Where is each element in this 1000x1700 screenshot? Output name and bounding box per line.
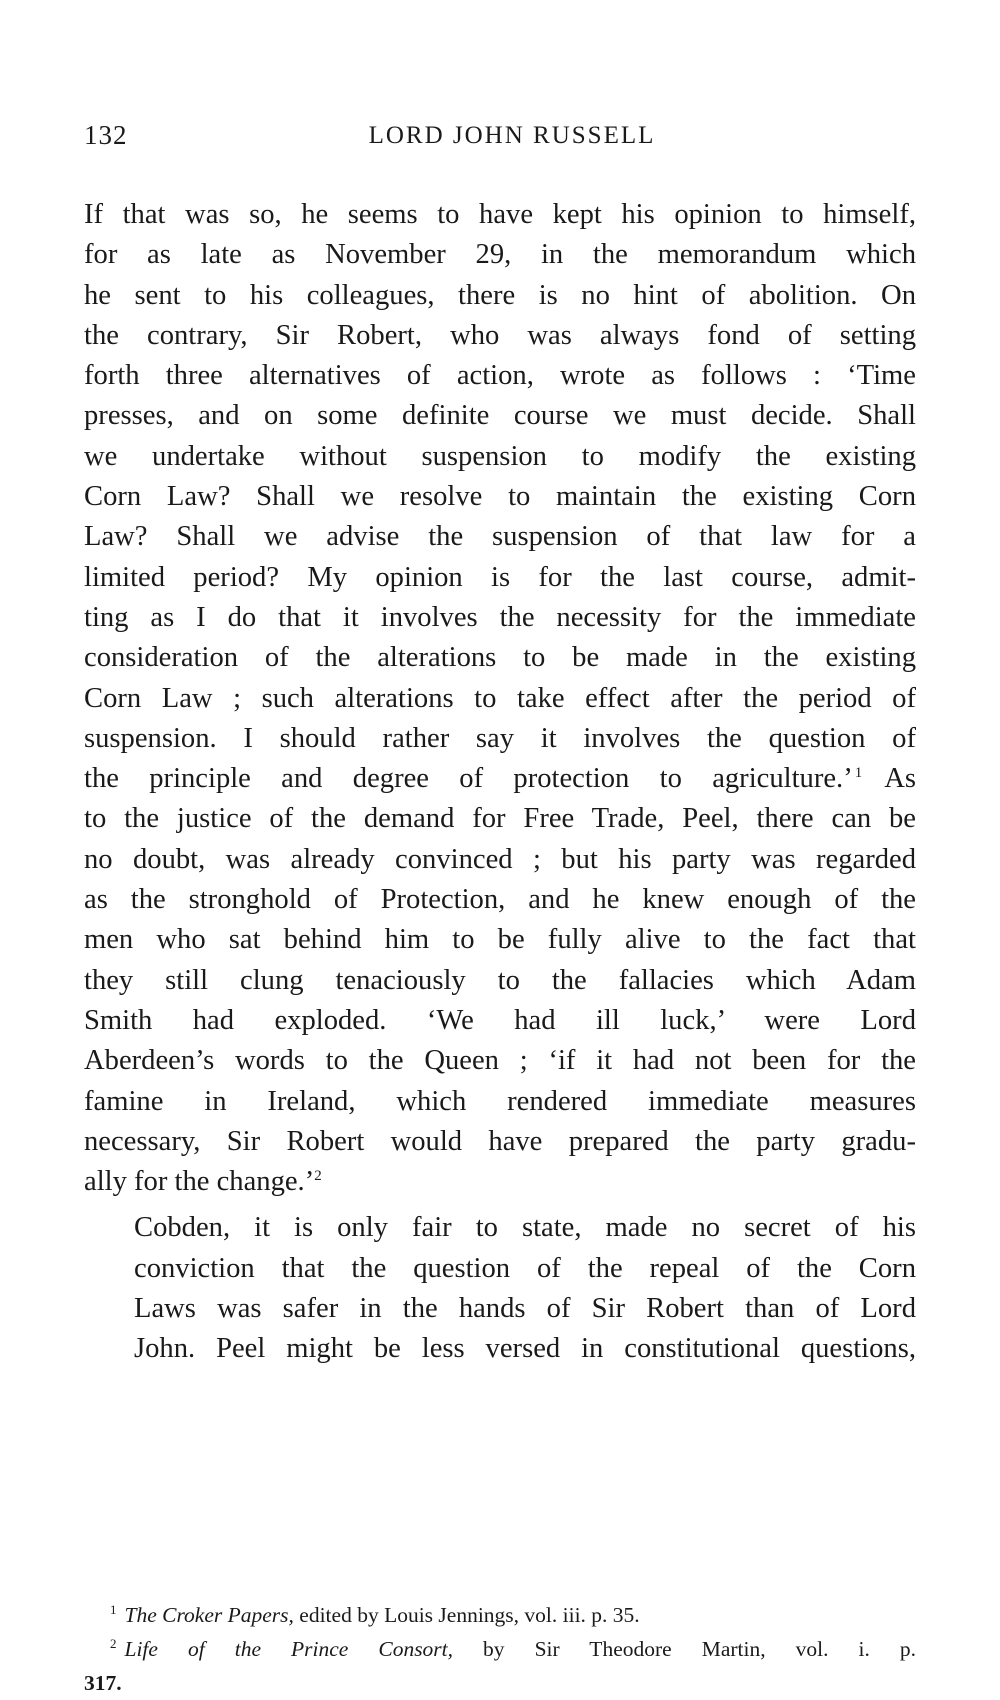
footnote-title: Life of the Prince Consort, <box>124 1637 454 1661</box>
footnote-ref-1[interactable]: 1 <box>854 765 863 782</box>
footnote-mark: 2 <box>110 1636 117 1651</box>
running-head <box>84 120 920 160</box>
text-line: forth three alternatives of action, wrote as follows : ‘Time <box>84 360 916 392</box>
text-fragment: the principle and degree of protection to agriculture.’ <box>84 763 853 795</box>
text-line: Smith had exploded. ‘We had ill luck,’ were Lord <box>84 1004 916 1036</box>
text-line: to the justice of the demand for Free Trade, Peel, there can be <box>84 803 916 835</box>
text-line: the contrary, Sir Robert, who was always fond of setting <box>84 319 916 351</box>
text-line: he sent to his colleagues, there is no hint of abolition. On <box>84 279 916 311</box>
text-line: If that was so, he seems to have kept his opinion to himself, <box>84 199 916 230</box>
text-line-with-footnote-ref <box>84 1162 916 1202</box>
paragraph-2 <box>84 1208 916 1369</box>
footnote-mark: 1 <box>110 1602 117 1617</box>
footnote-ref-2[interactable]: 2 <box>314 1168 322 1185</box>
text-line: ting as I do that it involves the necessity for the immediate <box>84 601 916 633</box>
text-line: suspension. I should rather say it involves the question of <box>84 722 916 754</box>
text-line: Corn Law? Shall we resolve to maintain the existing Corn <box>84 481 916 513</box>
text-line: presses, and on some definite course we must decide. Shall <box>84 400 916 432</box>
text-line: men who sat behind him to be fully alive to the fact that <box>84 924 916 956</box>
text-line: as the stronghold of Protection, and he knew enough of the <box>84 884 916 916</box>
text-line: for as late as November 29, in the memorandum which <box>84 239 916 271</box>
text-fragment: ally for the change.’ <box>84 1166 315 1198</box>
text-line: Laws was safer in the hands of Sir Robert than of Lord <box>134 1293 916 1325</box>
text-line: Aberdeen’s words to the Queen ; ‘if it had not been for the <box>84 1045 916 1077</box>
paragraph-1 <box>84 195 916 1202</box>
text-line: consideration of the alterations to be made in the existing <box>84 642 916 674</box>
text-line: we undertake without suspension to modify the existing <box>84 440 916 472</box>
text-line: necessary, Sir Robert would have prepared the party gradu- <box>84 1125 916 1157</box>
footnote-title: The Croker Papers, <box>124 1603 294 1627</box>
footnote-2-continuation: 317. <box>84 1671 122 1695</box>
text-line: no doubt, was already convinced ; but his party was regarded <box>84 843 916 875</box>
footnote-2 <box>84 1632 916 1666</box>
page-number: 132 <box>84 120 128 150</box>
footnote-text: edited by Louis Jennings, vol. iii. p. 35. <box>293 1603 640 1627</box>
text-line: Cobden, it is only fair to state, made no secret of his <box>134 1212 916 1244</box>
text-fragment: As <box>884 763 916 795</box>
text-line: limited period? My opinion is for the last course, admit- <box>84 561 916 593</box>
text-line: famine in Ireland, which rendered immediate measures <box>84 1085 916 1117</box>
footnote-1 <box>84 1598 916 1632</box>
text-line: Law? Shall we advise the suspension of that law for a <box>84 521 916 553</box>
running-title: LORD JOHN RUSSELL <box>368 122 656 149</box>
text-line: John. Peel might be less versed in constitutional questions, <box>134 1333 916 1365</box>
text-line: they still clung tenaciously to the fallacies which Adam <box>84 964 916 996</box>
text-line: Corn Law ; such alterations to take effect after the period of <box>84 682 916 714</box>
text-line-with-footnote-ref <box>84 759 916 799</box>
text-line: conviction that the question of the repeal of the Corn <box>134 1252 916 1284</box>
footnote-text: by Sir Theodore Martin, vol. i. p. <box>453 1637 917 1661</box>
footnotes <box>84 1598 916 1700</box>
body-text <box>84 195 916 1370</box>
